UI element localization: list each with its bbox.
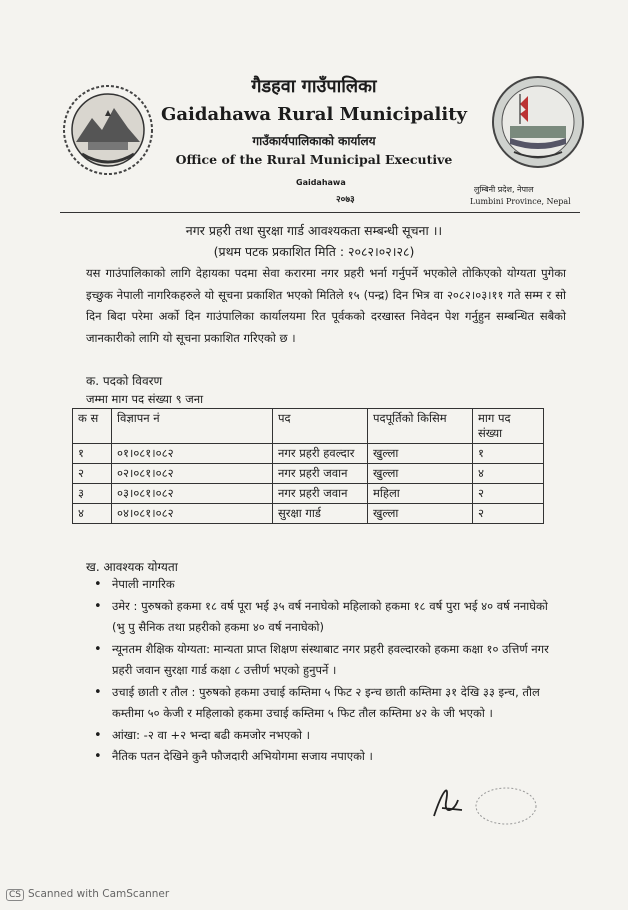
cell-advert-no: ०४।०८१।०८२ <box>112 504 273 524</box>
cell-post: नगर प्रहरी जवान <box>273 484 368 504</box>
cell-count: ४ <box>473 464 544 484</box>
header-count: माग पद संख्या <box>473 409 544 444</box>
notice-publish-date: (प्रथम पटक प्रकाशित मिति : २०८२।०२।२८) <box>213 244 415 259</box>
cell-fill-type: महिला <box>368 484 473 504</box>
cell-advert-no: ०२।०८१।०८२ <box>112 464 273 484</box>
office-name-english: Office of the Rural Municipal Executive <box>175 152 453 167</box>
cell-count: १ <box>473 444 544 464</box>
cell-advert-no: ०३।०८१।०८२ <box>112 484 273 504</box>
list-item: • नेपाली नागरिक <box>90 574 560 596</box>
cell-post: नगर प्रहरी हवल्दार <box>273 444 368 464</box>
total-posts: जम्मा माग पद संख्या ९ जना <box>86 392 204 406</box>
table-row <box>73 464 544 484</box>
list-item: • न्यूनतम शैक्षिक योग्यता: मान्यता प्राप्त शिक्षण संस्थाबाट नगर प्रहरी हवल्दारको हकमा कक्षा १० उत्तिर्ण नगर प्रहरी जवान सुरक्षा गार्ड कक्षा ८ उत्तीर्ण भएको हुनुपर्ने । <box>90 639 560 682</box>
header-advert-no: विज्ञापन नं <box>112 409 273 444</box>
header-fill-type: पदपूर्तिको किसिम <box>368 409 473 444</box>
stamp-text-line2: २०७३ <box>336 195 355 205</box>
cell-fill-type: खुल्ला <box>368 444 473 464</box>
header-post: पद <box>273 409 368 444</box>
list-item: • उमेर : पुरुषको हकमा १८ वर्ष पूरा भई ३५ वर्ष ननाघेको महिलाको हकमा १८ वर्ष पुरा भई ४० वर्ष ननाघेको (भु पु सैनिक तथा प्रहरीको हकमा ४० वर्ष ननाघेको) <box>90 596 560 639</box>
cell-serial: ४ <box>73 504 112 524</box>
qualifications-list <box>90 574 560 768</box>
province-english: Lumbini Province, Nepal <box>470 197 571 206</box>
notice-intro-paragraph: यस गाउंपालिकाको लागि देहायका पदमा सेवा करारमा नगर प्रहरी भर्ना गर्नुपर्ने भएकोले तोकिएको योग्यता पुगेका इच्छुक नेपाली नागरिकहरुले यो सूचना प्रकाशित भएको मितिले १५ (पन्द्र) दिन भित्र वा २०८२।०३।११ गते सम्म र सो दिन बिदा परेमा अर्को दिन गाउंपालिका कार्यालयमा रित पूर्वकको दरखास्त निवेदन पेश गर्नुहुन सम्बन्धित सबैको जानकारीको लागि यो सूचना प्रकाशित गरिएको छ । <box>86 266 566 345</box>
table-header-row <box>73 409 544 444</box>
cell-serial: ३ <box>73 484 112 504</box>
list-item: • नैतिक पतन देखिने कुनै फौजदारी अभियोगमा सजाय नपाएको । <box>90 746 560 768</box>
cell-fill-type: खुल्ला <box>368 464 473 484</box>
posts-table <box>72 408 544 524</box>
stamp-text-line1: Gaidahawa <box>296 178 346 187</box>
municipality-name-english: Gaidahawa Rural Municipality <box>160 104 468 125</box>
table-row <box>73 444 544 464</box>
camscanner-watermark <box>6 888 169 901</box>
signature-icon <box>428 772 538 832</box>
office-name-nepali: गाउँकार्यपालिकाको कार्यालय <box>252 134 376 148</box>
cell-serial: २ <box>73 464 112 484</box>
cell-serial: १ <box>73 444 112 464</box>
table-row <box>73 504 544 524</box>
cell-fill-type: खुल्ला <box>368 504 473 524</box>
cell-count: २ <box>473 484 544 504</box>
notice-title: नगर प्रहरी तथा सुरक्षा गार्ड आवश्यकता सम्बन्धी सूचना ।। <box>185 223 443 238</box>
header-serial: क स <box>73 409 112 444</box>
header-divider <box>60 212 580 213</box>
list-item: • आंखा: -२ वा +२ भन्दा बढी कमजोर नभएको । <box>90 725 560 747</box>
section-b-heading: ख. आवश्यक योग्यता <box>86 560 178 574</box>
municipality-seal-icon <box>490 74 586 170</box>
municipality-name-nepali: गैडहवा गाउँपालिका <box>251 76 377 97</box>
camscanner-label: Scanned with CamScanner <box>28 888 170 900</box>
camscanner-logo-icon: CS <box>6 889 24 901</box>
table-row <box>73 484 544 504</box>
province-nepali: लुम्बिनी प्रदेश, नेपाल <box>474 185 534 194</box>
cell-post: सुरक्षा गार्ड <box>273 504 368 524</box>
list-item: • उचाई छाती र तौल : पुरुषको हकमा उचाई कम्तिमा ५ फिट २ इन्च छाती कम्तिमा ३१ देखि ३३ इन्च, तौल कम्तीमा ५० केजी र महिलाको हकमा उचाई कम्तिमा ५ फिट तौल कम्तिमा ४२ के जी भएको । <box>90 682 560 725</box>
cell-post: नगर प्रहरी जवान <box>273 464 368 484</box>
cell-count: २ <box>473 504 544 524</box>
cell-advert-no: ०१।०८१।०८२ <box>112 444 273 464</box>
section-a-heading: क. पदको विवरण <box>86 374 163 388</box>
